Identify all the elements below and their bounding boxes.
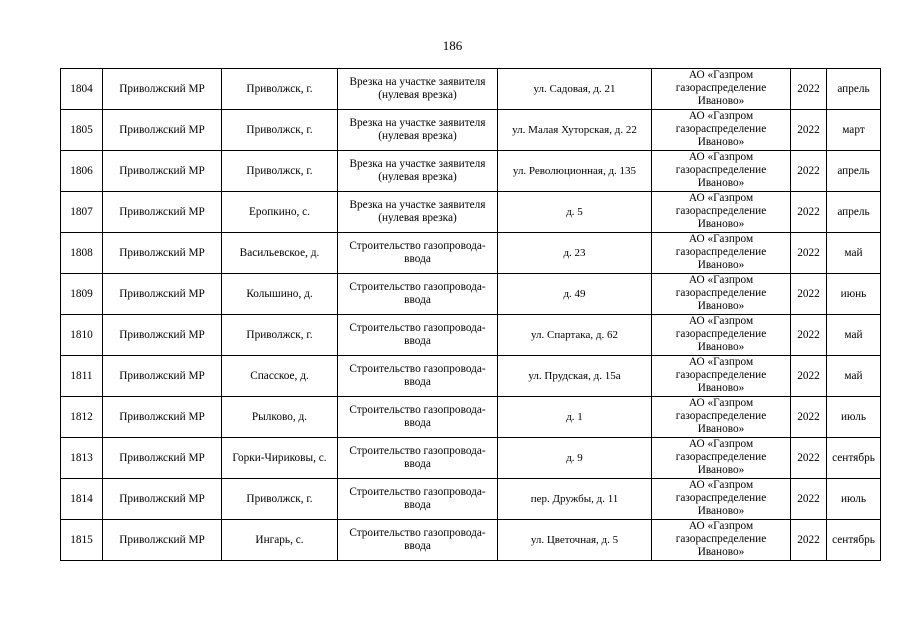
cell-district: Приволжский МР [103, 69, 222, 110]
cell-locality: Приволжск, г. [222, 151, 338, 192]
table-row [61, 315, 881, 356]
cell-address: ул. Цветочная, д. 5 [498, 520, 652, 561]
cell-number: 1804 [61, 69, 103, 110]
cell-address: ул. Революционная, д. 135 [498, 151, 652, 192]
cell-number: 1815 [61, 520, 103, 561]
cell-year: 2022 [791, 192, 827, 233]
cell-work-type: Строительство газопровода-ввода [338, 233, 498, 274]
cell-district: Приволжский МР [103, 397, 222, 438]
cell-number: 1806 [61, 151, 103, 192]
cell-organization: АО «Газпром газораспределение Иваново» [652, 192, 791, 233]
table-row [61, 356, 881, 397]
cell-district: Приволжский МР [103, 110, 222, 151]
cell-organization: АО «Газпром газораспределение Иваново» [652, 69, 791, 110]
cell-locality: Васильевское, д. [222, 233, 338, 274]
cell-organization: АО «Газпром газораспределение Иваново» [652, 397, 791, 438]
gasification-table [60, 68, 881, 561]
cell-month: сентябрь [827, 438, 881, 479]
cell-work-type: Строительство газопровода-ввода [338, 356, 498, 397]
cell-year: 2022 [791, 520, 827, 561]
cell-organization: АО «Газпром газораспределение Иваново» [652, 438, 791, 479]
cell-address: д. 1 [498, 397, 652, 438]
cell-address: д. 23 [498, 233, 652, 274]
cell-month: март [827, 110, 881, 151]
cell-year: 2022 [791, 233, 827, 274]
cell-month: апрель [827, 151, 881, 192]
cell-address: пер. Дружбы, д. 11 [498, 479, 652, 520]
table-row [61, 233, 881, 274]
cell-work-type: Строительство газопровода-ввода [338, 274, 498, 315]
cell-number: 1812 [61, 397, 103, 438]
cell-work-type: Строительство газопровода-ввода [338, 397, 498, 438]
cell-month: май [827, 315, 881, 356]
cell-work-type: Врезка на участке заявителя (нулевая врезка) [338, 151, 498, 192]
cell-district: Приволжский МР [103, 520, 222, 561]
table-row [61, 274, 881, 315]
cell-number: 1809 [61, 274, 103, 315]
page-number: 186 [442, 38, 463, 53]
cell-locality: Рылково, д. [222, 397, 338, 438]
cell-district: Приволжский МР [103, 192, 222, 233]
cell-year: 2022 [791, 110, 827, 151]
cell-month: июль [827, 479, 881, 520]
cell-number: 1810 [61, 315, 103, 356]
cell-organization: АО «Газпром газораспределение Иваново» [652, 315, 791, 356]
table-row [61, 438, 881, 479]
cell-address: ул. Садовая, д. 21 [498, 69, 652, 110]
cell-organization: АО «Газпром газораспределение Иваново» [652, 274, 791, 315]
cell-locality: Еропкино, с. [222, 192, 338, 233]
table-row [61, 110, 881, 151]
cell-month: апрель [827, 192, 881, 233]
table-row [61, 69, 881, 110]
cell-year: 2022 [791, 479, 827, 520]
table-row [61, 520, 881, 561]
cell-year: 2022 [791, 274, 827, 315]
cell-year: 2022 [791, 69, 827, 110]
table-row [61, 151, 881, 192]
cell-number: 1811 [61, 356, 103, 397]
cell-district: Приволжский МР [103, 438, 222, 479]
cell-locality: Горки-Чириковы, с. [222, 438, 338, 479]
cell-address: ул. Спартака, д. 62 [498, 315, 652, 356]
cell-organization: АО «Газпром газораспределение Иваново» [652, 479, 791, 520]
table-body [61, 69, 881, 561]
cell-organization: АО «Газпром газораспределение Иваново» [652, 356, 791, 397]
cell-month: апрель [827, 69, 881, 110]
cell-locality: Приволжск, г. [222, 110, 338, 151]
cell-work-type: Строительство газопровода-ввода [338, 479, 498, 520]
cell-year: 2022 [791, 356, 827, 397]
cell-year: 2022 [791, 315, 827, 356]
cell-year: 2022 [791, 438, 827, 479]
cell-month: май [827, 356, 881, 397]
cell-work-type: Врезка на участке заявителя (нулевая врезка) [338, 110, 498, 151]
cell-locality: Приволжск, г. [222, 69, 338, 110]
cell-locality: Спасское, д. [222, 356, 338, 397]
cell-work-type: Строительство газопровода-ввода [338, 520, 498, 561]
cell-district: Приволжский МР [103, 274, 222, 315]
table-row [61, 479, 881, 520]
cell-month: сентябрь [827, 520, 881, 561]
cell-district: Приволжский МР [103, 315, 222, 356]
cell-address: ул. Малая Хуторская, д. 22 [498, 110, 652, 151]
cell-organization: АО «Газпром газораспределение Иваново» [652, 151, 791, 192]
cell-month: май [827, 233, 881, 274]
cell-work-type: Врезка на участке заявителя (нулевая врезка) [338, 192, 498, 233]
table-row [61, 397, 881, 438]
table-row [61, 192, 881, 233]
cell-number: 1813 [61, 438, 103, 479]
cell-number: 1807 [61, 192, 103, 233]
cell-work-type: Строительство газопровода-ввода [338, 315, 498, 356]
cell-number: 1814 [61, 479, 103, 520]
cell-address: д. 9 [498, 438, 652, 479]
cell-district: Приволжский МР [103, 356, 222, 397]
cell-organization: АО «Газпром газораспределение Иваново» [652, 520, 791, 561]
cell-work-type: Строительство газопровода-ввода [338, 438, 498, 479]
cell-year: 2022 [791, 151, 827, 192]
cell-organization: АО «Газпром газораспределение Иваново» [652, 233, 791, 274]
cell-locality: Приволжск, г. [222, 479, 338, 520]
cell-organization: АО «Газпром газораспределение Иваново» [652, 110, 791, 151]
cell-district: Приволжский МР [103, 151, 222, 192]
cell-address: д. 5 [498, 192, 652, 233]
cell-locality: Ингарь, с. [222, 520, 338, 561]
cell-address: д. 49 [498, 274, 652, 315]
cell-locality: Колышино, д. [222, 274, 338, 315]
cell-district: Приволжский МР [103, 479, 222, 520]
cell-year: 2022 [791, 397, 827, 438]
cell-work-type: Врезка на участке заявителя (нулевая врезка) [338, 69, 498, 110]
cell-month: июнь [827, 274, 881, 315]
cell-locality: Приволжск, г. [222, 315, 338, 356]
cell-month: июль [827, 397, 881, 438]
cell-district: Приволжский МР [103, 233, 222, 274]
cell-number: 1808 [61, 233, 103, 274]
cell-address: ул. Прудская, д. 15а [498, 356, 652, 397]
cell-number: 1805 [61, 110, 103, 151]
